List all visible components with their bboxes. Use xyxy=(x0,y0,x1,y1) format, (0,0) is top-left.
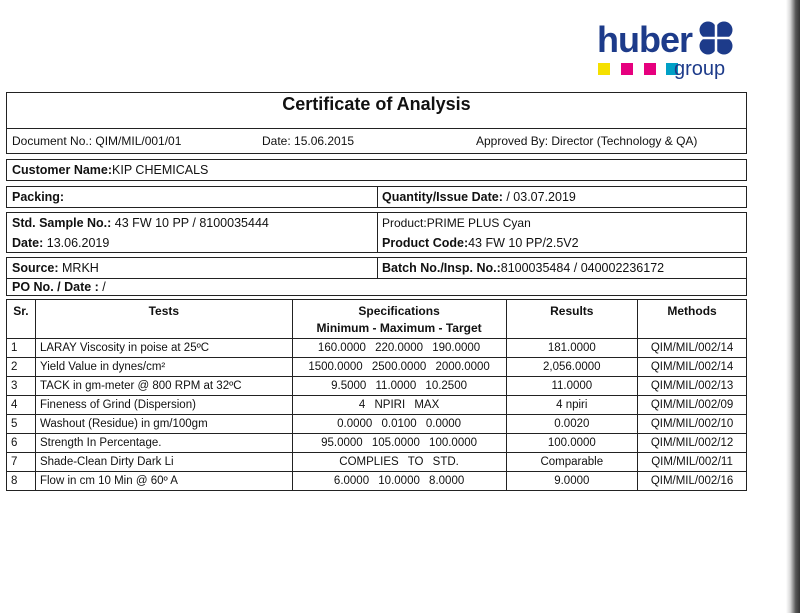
packing-row xyxy=(6,186,747,208)
row-sr: 1 xyxy=(7,339,36,358)
row-test: Flow in cm 10 Min @ 60º A xyxy=(35,472,292,491)
row-spec: 4 NPIRI MAX xyxy=(292,396,506,415)
certificate-title: Certificate of Analysis xyxy=(282,94,471,114)
row-result: 9.0000 xyxy=(506,472,638,491)
row-method: QIM/MIL/002/09 xyxy=(638,396,747,415)
date-divider xyxy=(377,233,378,252)
packing-divider xyxy=(377,187,378,207)
logo-square-magenta xyxy=(621,63,633,75)
sample-label: Std. Sample No.: xyxy=(12,216,112,230)
header-spec-subtitle: Minimum - Maximum - Target xyxy=(316,321,482,335)
row-spec: 6.0000 10.0000 8.0000 xyxy=(292,472,506,491)
product-value: PRIME PLUS Cyan xyxy=(426,216,531,230)
row-method: QIM/MIL/002/10 xyxy=(638,415,747,434)
table-row xyxy=(7,472,747,491)
row-test: Fineness of Grind (Dispersion) xyxy=(35,396,292,415)
row-spec: 0.0000 0.0100 0.0000 xyxy=(292,415,506,434)
source-value: MRKH xyxy=(58,261,99,275)
table-row xyxy=(7,396,747,415)
row-method: QIM/MIL/002/14 xyxy=(638,358,747,377)
batch-value: 8100035484 / 040002236172 xyxy=(500,261,665,275)
logo-wordmark: huber xyxy=(597,19,693,60)
row-result: Comparable xyxy=(506,453,638,472)
table-row xyxy=(7,377,747,396)
approved-by: Approved By: Director (Technology & QA) xyxy=(476,134,698,148)
product-label: Product: xyxy=(382,216,427,230)
row-method: QIM/MIL/002/11 xyxy=(638,453,747,472)
row-test: Washout (Residue) in gm/100gm xyxy=(35,415,292,434)
row-sr: 2 xyxy=(7,358,36,377)
row-sr: 5 xyxy=(7,415,36,434)
po-label: PO No. / Date : xyxy=(12,280,99,294)
document-info-row xyxy=(6,128,747,154)
row-method: QIM/MIL/002/16 xyxy=(638,472,747,491)
header-tests: Tests xyxy=(35,300,292,339)
header-methods: Methods xyxy=(638,300,747,339)
sample-date-value: 13.06.2019 xyxy=(43,235,110,250)
sample-field xyxy=(7,216,377,230)
row-method: QIM/MIL/002/12 xyxy=(638,434,747,453)
logo-square-magenta-2 xyxy=(644,63,656,75)
document-number: Document No.: QIM/MIL/001/01 xyxy=(12,134,182,148)
quantity-label: Quantity/Issue Date: xyxy=(382,190,503,204)
row-test: Strength In Percentage. xyxy=(35,434,292,453)
po-row xyxy=(6,278,747,296)
po-field xyxy=(7,280,106,294)
row-spec: COMPLIES TO STD. xyxy=(292,453,506,472)
quantity-value: / 03.07.2019 xyxy=(502,190,576,204)
results-header-row xyxy=(7,300,747,339)
page-edge-shadow xyxy=(786,0,800,613)
row-test: Shade-Clean Dirty Dark Li xyxy=(35,453,292,472)
table-row xyxy=(7,453,747,472)
row-sr: 6 xyxy=(7,434,36,453)
product-code-label: Product Code: xyxy=(382,235,469,250)
date-row xyxy=(6,233,747,253)
header-results: Results xyxy=(506,300,638,339)
batch-label: Batch No./Insp. No.: xyxy=(382,261,501,275)
packing-label: Packing: xyxy=(12,190,65,204)
product-code-value: 43 FW 10 PP/2.5V2 xyxy=(468,235,579,250)
row-test: TACK in gm-meter @ 800 RPM at 32ºC xyxy=(35,377,292,396)
row-result: 2,056.0000 xyxy=(506,358,638,377)
row-spec: 95.0000 105.0000 100.0000 xyxy=(292,434,506,453)
source-label: Source: xyxy=(12,261,59,275)
table-row xyxy=(7,339,747,358)
sample-row xyxy=(6,212,747,233)
row-spec: 160.0000 220.0000 190.0000 xyxy=(292,339,506,358)
certificate-title-box xyxy=(6,92,747,128)
sample-divider xyxy=(377,213,378,233)
row-result: 4 npiri xyxy=(506,396,638,415)
row-sr: 7 xyxy=(7,453,36,472)
header-spec-title: Specifications xyxy=(358,304,440,318)
huber-group-logo xyxy=(594,18,744,80)
logo-subtitle: group xyxy=(674,58,726,80)
row-spec: 1500.0000 2500.0000 2000.0000 xyxy=(292,358,506,377)
customer-value: KIP CHEMICALS xyxy=(112,163,209,177)
row-result: 0.0020 xyxy=(506,415,638,434)
table-row xyxy=(7,434,747,453)
batch-field xyxy=(377,261,664,275)
row-sr: 8 xyxy=(7,472,36,491)
source-field xyxy=(7,261,377,275)
product-field xyxy=(377,216,531,230)
row-result: 11.0000 xyxy=(506,377,638,396)
logo-clover-icon xyxy=(698,20,734,56)
row-test: Yield Value in dynes/cm² xyxy=(35,358,292,377)
row-sr: 4 xyxy=(7,396,36,415)
table-row xyxy=(7,358,747,377)
source-divider xyxy=(377,258,378,278)
quantity-field xyxy=(377,190,576,204)
row-method: QIM/MIL/002/14 xyxy=(638,339,747,358)
logo-square-yellow xyxy=(598,63,610,75)
row-result: 100.0000 xyxy=(506,434,638,453)
customer-field xyxy=(7,163,208,177)
sample-date-field xyxy=(7,236,377,250)
table-row xyxy=(7,415,747,434)
document-date: Date: 15.06.2015 xyxy=(262,134,355,148)
source-row xyxy=(6,257,747,278)
results-table xyxy=(6,299,747,491)
row-spec: 9.5000 11.0000 10.2500 xyxy=(292,377,506,396)
sample-value: 43 FW 10 PP / 8100035444 xyxy=(111,216,269,230)
row-sr: 3 xyxy=(7,377,36,396)
po-value: / xyxy=(98,280,106,294)
header-specifications xyxy=(292,300,506,339)
product-code-field xyxy=(377,236,579,250)
row-method: QIM/MIL/002/13 xyxy=(638,377,747,396)
customer-row xyxy=(6,159,747,181)
header-sr: Sr. xyxy=(7,300,36,339)
row-test: LARAY Viscosity in poise at 25ºC xyxy=(35,339,292,358)
sample-date-label: Date: xyxy=(12,235,44,250)
row-result: 181.0000 xyxy=(506,339,638,358)
customer-label: Customer Name: xyxy=(12,163,113,177)
